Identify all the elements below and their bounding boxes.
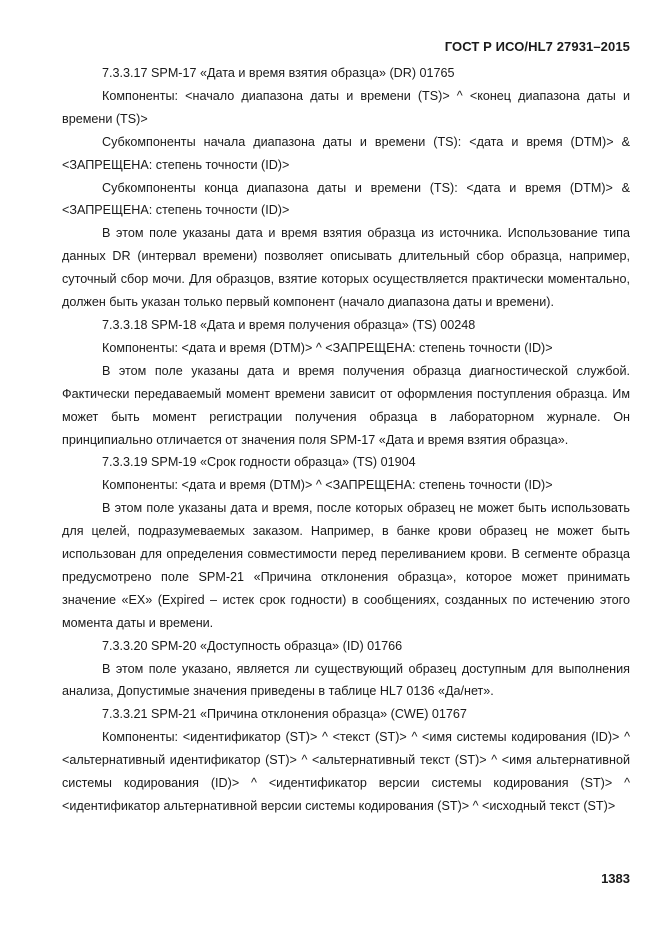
- section-heading-spm18: 7.3.3.18 SPM-18 «Дата и время получения образца» (TS) 00248: [102, 317, 476, 332]
- paragraph: В этом поле указаны дата и время получения образца диагностической службой. Фактически передаваемый момент времени зависит от оформления поступления образца. Им может быть момент регистрации получения образца в лабораторном журнале. Он принципиально отличается от значения поля SPM-17 «Дата и время взятия образца».: [62, 363, 630, 447]
- section-heading-spm20: 7.3.3.20 SPM-20 «Доступность образца» (ID) 01766: [102, 638, 403, 653]
- paragraph: В этом поле указаны дата и время, после которых образец не может быть использовать для целей, подразумеваемых заказом. Например, в банке крови образец не может быть использован для определения совместимости перед переливанием крови. В сегменте образца предусмотрено поле SPM-21 «Причина отклонения образца», которое может принимать значение «EX» (Expired – истек срок годности) в сообщениях, созданных по истечению этого момента даты и времени.: [62, 501, 630, 630]
- section-heading-spm19: 7.3.3.19 SPM-19 «Срок годности образца» (TS) 01904: [102, 455, 416, 470]
- paragraph: Компоненты: <начало диапазона даты и времени (TS)> ^ <конец диапазона даты и времени (TS)>: [62, 88, 630, 126]
- document-header: ГОСТ Р ИСО/HL7 27931–2015: [444, 39, 630, 54]
- paragraph: В этом поле указано, является ли существующий образец доступным для выполнения анализа, Допустимые значения приведены в таблице HL7 0136 «Да/нет».: [62, 661, 630, 699]
- paragraph: Компоненты: <дата и время (DTM)> ^ <ЗАПРЕЩЕНА: степень точности (ID)>: [102, 478, 553, 493]
- paragraph: Субкомпоненты начала диапазона даты и времени (TS): <дата и время (DTM)> & <ЗАПРЕЩЕНА: степень точности (ID)>: [62, 134, 630, 172]
- paragraph: Субкомпоненты конца диапазона даты и времени (TS): <дата и время (DTM)> & <ЗАПРЕЩЕНА: степень точности (ID)>: [62, 180, 630, 218]
- document-body: [62, 62, 630, 818]
- section-heading-spm17: 7.3.3.17 SPM-17 «Дата и время взятия образца» (DR) 01765: [102, 66, 455, 80]
- section-heading-spm21: 7.3.3.21 SPM-21 «Причина отклонения образца» (CWE) 01767: [102, 707, 467, 722]
- page-number: 1383: [601, 871, 630, 886]
- paragraph: Компоненты: <идентификатор (ST)> ^ <текст (ST)> ^ <имя системы кодирования (ID)> ^ <альтернативный идентификатор (ST)> ^ <альтернативный текст (ST)> ^ <имя альтернативной системы кодирования (ID)> ^ <идентификатор версии системы кодирования (ST)> ^ <идентификатор альтернативной версии системы кодирования (ST)> ^ <исходный текст (ST)>: [62, 730, 630, 813]
- paragraph: Компоненты: <дата и время (DTM)> ^ <ЗАПРЕЩЕНА: степень точности (ID)>: [102, 340, 553, 355]
- paragraph: В этом поле указаны дата и время взятия образца из источника. Использование типа данных DR (интервал времени) позволяет описывать длительный сбор образца, например, суточный сбор мочи. Для образцов, взятие которых осуществляется практически моментально, должен быть указан только первый компонент (начало диапазона даты и времени).: [62, 226, 630, 310]
